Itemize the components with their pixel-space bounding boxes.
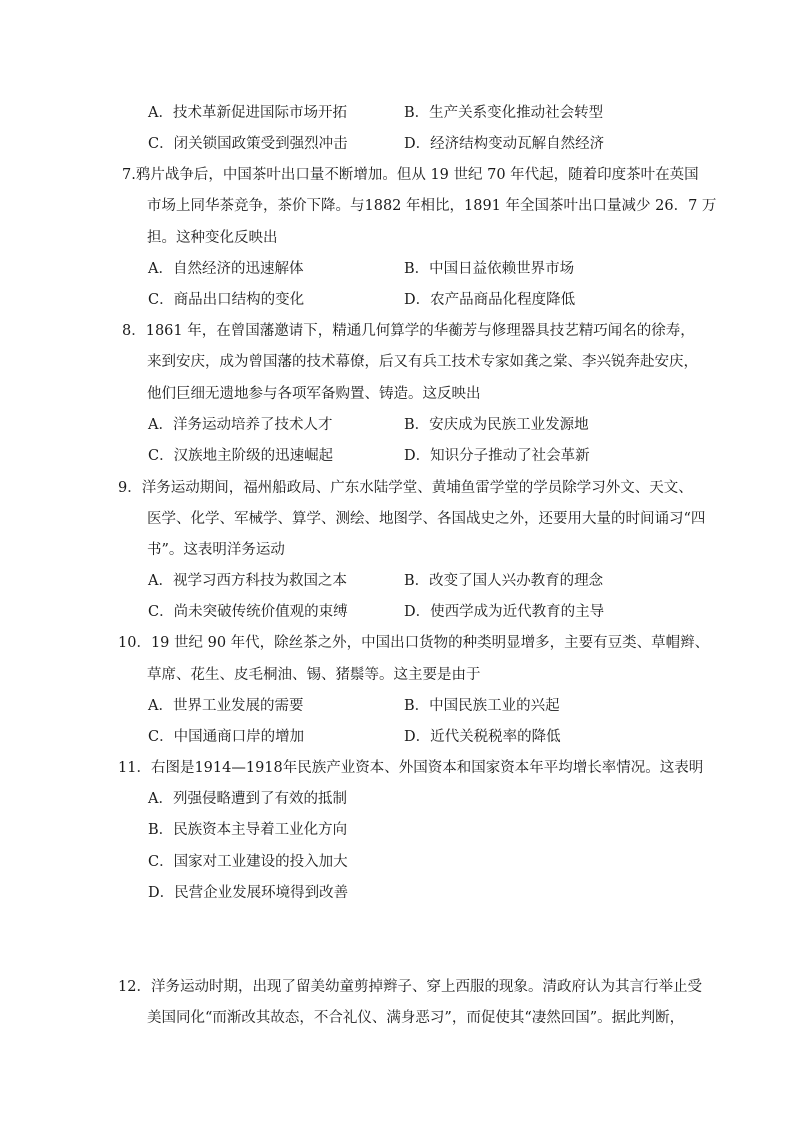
q7-option-a: A．自然经济的迅速解体 <box>148 261 304 277</box>
q7-option-c: C．商品出口结构的变化 <box>148 292 305 308</box>
q10-option-b: B．中国民族工业的兴起 <box>404 698 560 714</box>
q11-option-a: A．列强侵略遭到了有效的抵制 <box>148 791 347 807</box>
q9-stem-line-2: 医学、化学、军械学、算学、测绘、地图学、各国战史之外，还要用大量的时间诵习“四 <box>147 511 706 527</box>
q8-option-c: C．汉族地主阶级的迅速崛起 <box>148 448 334 464</box>
q10-option-c: C．中国通商口岸的增加 <box>148 729 305 745</box>
q9-option-a: A．视学习西方科技为救国之本 <box>148 573 347 589</box>
q10-option-a: A．世界工业发展的需要 <box>148 698 304 714</box>
q11-option-b: B．民族资本主导着工业化方向 <box>148 822 348 838</box>
q11-stem-line-1: 11．右图是1914—1918年民族产业资本、外国资本和国家资本年平均增长率情况。这表明 <box>118 760 704 776</box>
q10-stem-line-2: 草席、花生、皮毛桐油、锡、猪鬃等。这主要是由于 <box>147 667 481 683</box>
q6-option-a: A．技术革新促进国际市场开拓 <box>148 105 347 121</box>
q8-option-d: D．知识分子推动了社会革新 <box>404 448 590 464</box>
q7-stem-line-2: 市场上同华茶竞争，茶价下降。与1882 年相比，1891 年全国茶叶出口量减少 26．7 万 <box>147 198 717 214</box>
q6-option-b: B．生产关系变化推动社会转型 <box>404 105 604 121</box>
q7-stem-line-3: 担。这种变化反映出 <box>147 230 278 246</box>
q9-stem-line-1: 9．洋务运动期间，福州船政局、广东水陆学堂、黄埔鱼雷学堂的学员除学习外文、天文、 <box>118 480 693 496</box>
q7-stem-line-1: 7.鸦片战争后，中国茶叶出口量不断增加。但从 19 世纪 70 年代起，随着印度茶叶在英国 <box>122 167 699 183</box>
q8-option-a: A．洋务运动培养了技术人才 <box>148 417 333 433</box>
q10-stem-line-1: 10．19 世纪 90 年代，除丝茶之外，中国出口货物的种类明显增多，主要有豆类、草帽辫、 <box>118 635 710 651</box>
q9-option-b: B．改变了国人兴办教育的理念 <box>404 573 604 589</box>
q9-stem-line-3: 书”。这表明洋务运动 <box>147 542 285 558</box>
q6-option-c: C．闭关锁国政策受到强烈冲击 <box>148 136 348 152</box>
q12-stem-line-1: 12．洋务运动时期，出现了留美幼童剪掉辫子、穿上西服的现象。清政府认为其言行举止受 <box>118 979 702 995</box>
q9-option-d: D．使西学成为近代教育的主导 <box>404 604 605 620</box>
q8-stem-line-2: 来到安庆，成为曾国藩的技术幕僚，后又有兵工技术专家如龚之棠、李兴锐奔赴安庆， <box>147 354 698 370</box>
q11-option-c: C．国家对工业建设的投入加大 <box>148 854 348 870</box>
q7-option-b: B．中国日益依赖世界市场 <box>404 261 575 277</box>
q8-stem-line-3: 他们巨细无遗地参与各项军备购置、铸造。这反映出 <box>147 386 481 402</box>
q11-option-d: D．民营企业发展环境得到改善 <box>148 885 349 901</box>
q7-option-d: D．农产品商品化程度降低 <box>404 292 576 308</box>
q9-option-c: C．尚未突破传统价值观的束缚 <box>148 604 348 620</box>
q8-option-b: B．安庆成为民族工业发源地 <box>404 417 589 433</box>
q8-stem-line-1: 8．1861 年，在曾国藩邀请下，精通几何算学的华蘅芳与修理器具技艺精巧闻名的徐寿， <box>122 323 695 339</box>
q12-stem-line-2: 美国同化“而渐改其故态，不合礼仪、满身恶习”，而促使其“凄然回国”。据此判断， <box>147 1010 685 1026</box>
q10-option-d: D．近代关税税率的降低 <box>404 729 561 745</box>
q6-option-d: D．经济结构变动瓦解自然经济 <box>404 136 605 152</box>
